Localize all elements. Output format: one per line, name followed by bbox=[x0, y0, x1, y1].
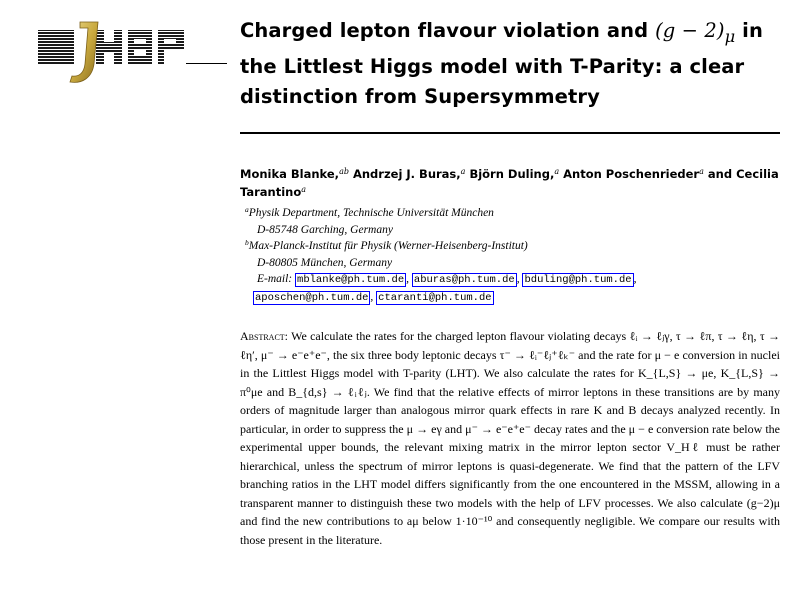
affiliation-b-address: D-80805 München, Germany bbox=[257, 256, 393, 269]
author-affiliation-mark: a bbox=[460, 167, 466, 176]
abstract bbox=[240, 327, 780, 549]
affiliation-label: a bbox=[245, 205, 249, 214]
title-part2: in the Littlest Higgs model with T-Parity: a clear distinction from Supersymmetry bbox=[240, 19, 763, 108]
title-part1: Charged lepton flavour violation and bbox=[240, 19, 656, 42]
author-name: and Cecilia Tarantino bbox=[240, 167, 779, 199]
email-link[interactable]: mblanke@ph.tum.de bbox=[297, 274, 405, 286]
email-link[interactable]: aburas@ph.tum.de bbox=[413, 274, 515, 286]
affiliation-institute: Max-Planck-Institut für Physik (Werner-Heisenberg-Institut) bbox=[248, 240, 528, 252]
author-affiliation-mark: ab bbox=[339, 167, 349, 176]
author-affiliation-mark: a bbox=[699, 167, 704, 176]
affiliation-a-address: D-85748 Garching, Germany bbox=[257, 223, 393, 236]
author-affiliation-mark: a bbox=[554, 167, 560, 176]
affiliation-label: b bbox=[245, 238, 249, 247]
email-link[interactable]: aposchen@ph.tum.de bbox=[255, 291, 369, 304]
affiliation-a bbox=[245, 205, 785, 222]
email-line: aposchen@ph.tum.de , ctaranti@ph.tum.de bbox=[255, 290, 492, 304]
jhep-logo-graphic bbox=[36, 20, 226, 90]
abstract-text: We calculate the rates for the charged lepton flavour violating decays ℓᵢ → ℓⱼγ, τ → ℓπ, τ → ℓη, τ → ℓη′, μ⁻ → e⁻e⁺e⁻, the six three body leptonic decays τ⁻ → ℓᵢ⁻ℓⱼ⁺ℓₖ⁻ and the rate for μ − e conversion in nuclei in the Littlest Higgs model with T-parity (LHT). We also calculate the rates for K_{L,S} → μe, K_{L,S} → π⁰μe and B_{d,s} → ℓᵢℓⱼ. We find that the relative effects of mirror leptons in these transitions are by many orders of magnitude larger than analogous mirror quark effects in rare K and B decays analyzed recently. In particular, in order to suppress the μ → eγ and μ⁻ → e⁻e⁺e⁻ decay rates and the μ − e conversion rate below the experimental upper bounds, the relevant mixing matrix in the mirror lepton sector V_Hℓ must be rather hierarchical, unless the spectrum of mirror leptons is quasi-degenerate. We find that the pattern of the LFV branching ratios in the LHT model differs significantly from the one encountered in the MSSM, allowing in a transparent manner to distinguish these two models with the help of LFV processes. We also calculate (g−2)μ and find the new contributions to aμ below 1·10⁻¹⁰ and consequently negligible. We compare our results with those present in the literature. bbox=[240, 329, 780, 547]
abstract-heading: Abstract: bbox=[240, 329, 289, 343]
email-line: E-mail: mblanke@ph.tum.de , aburas@ph.tum.de , bduling@ph.tum.de , bbox=[257, 273, 637, 286]
author bbox=[469, 167, 559, 181]
author-name: Monika Blanke, bbox=[240, 167, 340, 181]
affiliation-institute: Physik Department, Technische Universität München bbox=[248, 207, 494, 219]
author-list bbox=[240, 165, 785, 201]
title-math-sub: μ bbox=[724, 26, 736, 46]
affiliations bbox=[245, 205, 785, 306]
jhep-logo bbox=[36, 20, 226, 90]
author-name: Björn Duling, bbox=[469, 167, 555, 181]
logo-rule bbox=[186, 63, 227, 64]
email-link[interactable]: ctaranti@ph.tum.de bbox=[378, 291, 492, 304]
author bbox=[563, 167, 704, 181]
paper-title bbox=[240, 16, 785, 112]
email-label: E-mail: bbox=[257, 273, 293, 285]
title-math bbox=[655, 19, 736, 46]
title-math-main: (g − 2) bbox=[655, 19, 725, 42]
email-link[interactable]: bduling@ph.tum.de bbox=[524, 274, 632, 286]
author bbox=[353, 167, 465, 181]
author-name: Andrzej J. Buras, bbox=[352, 167, 461, 181]
author bbox=[240, 167, 349, 181]
title-rule bbox=[240, 132, 780, 134]
affiliation-b bbox=[245, 238, 785, 255]
author-name: Anton Poschenrieder bbox=[563, 167, 700, 181]
author-affiliation-mark: a bbox=[301, 185, 307, 194]
